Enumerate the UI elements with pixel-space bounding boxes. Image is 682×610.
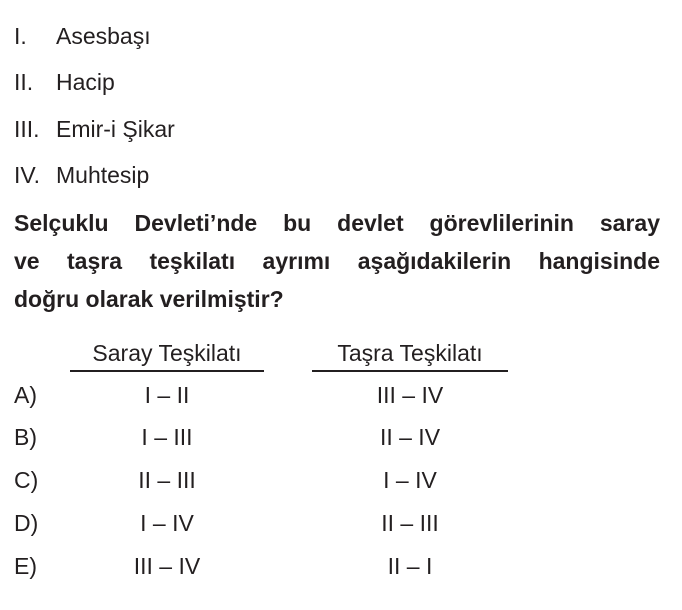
item-text: Hacip bbox=[56, 69, 115, 95]
item-number: IV. bbox=[14, 162, 41, 188]
option-tasra-value: II – III bbox=[381, 510, 439, 536]
question-line-1: Selçuklu Devleti’nde bu devlet görevlilerinin saray bbox=[14, 210, 660, 236]
tasra-column-header: Taşra Teşkilatı bbox=[337, 340, 483, 366]
option-saray-value: II – III bbox=[138, 467, 196, 493]
option-letter: D) bbox=[14, 510, 39, 536]
list-item-2 bbox=[14, 68, 115, 96]
item-text: Emir-i Şikar bbox=[56, 116, 175, 142]
option-d[interactable] bbox=[0, 506, 682, 540]
item-number: I. bbox=[14, 23, 27, 49]
list-item-1 bbox=[14, 22, 151, 50]
option-letter: E) bbox=[14, 553, 37, 579]
option-a[interactable] bbox=[0, 378, 682, 412]
option-tasra-value: I – IV bbox=[383, 467, 437, 493]
saray-header-underline bbox=[70, 370, 264, 372]
question-line-3: doğru olarak verilmiştir? bbox=[14, 286, 284, 312]
tasra-header-underline bbox=[312, 370, 508, 372]
item-text: Asesbaşı bbox=[56, 23, 151, 49]
item-number: III. bbox=[14, 116, 40, 142]
option-saray-value: I – IV bbox=[140, 510, 194, 536]
option-e[interactable] bbox=[0, 549, 682, 583]
list-item-4 bbox=[14, 161, 149, 189]
option-letter: A) bbox=[14, 382, 37, 408]
item-number: II. bbox=[14, 69, 34, 95]
list-item-3 bbox=[14, 115, 175, 143]
option-letter: B) bbox=[14, 424, 37, 450]
item-text: Muhtesip bbox=[56, 162, 150, 188]
saray-column-header: Saray Teşkilatı bbox=[92, 340, 242, 366]
question-text bbox=[14, 204, 660, 318]
option-tasra-value: II – IV bbox=[379, 424, 441, 450]
option-tasra-value: III – IV bbox=[376, 382, 444, 408]
option-tasra-value: II – I bbox=[387, 553, 433, 579]
option-saray-value: I – II bbox=[144, 382, 190, 408]
option-saray-value: III – IV bbox=[133, 553, 201, 579]
option-letter: C) bbox=[14, 467, 39, 493]
question-line-2: ve taşra teşkilatı ayrımı aşağıdakilerin hangisinde bbox=[14, 248, 660, 274]
option-c[interactable] bbox=[0, 463, 682, 497]
option-b[interactable] bbox=[0, 420, 682, 454]
option-saray-value: I – III bbox=[141, 424, 193, 450]
